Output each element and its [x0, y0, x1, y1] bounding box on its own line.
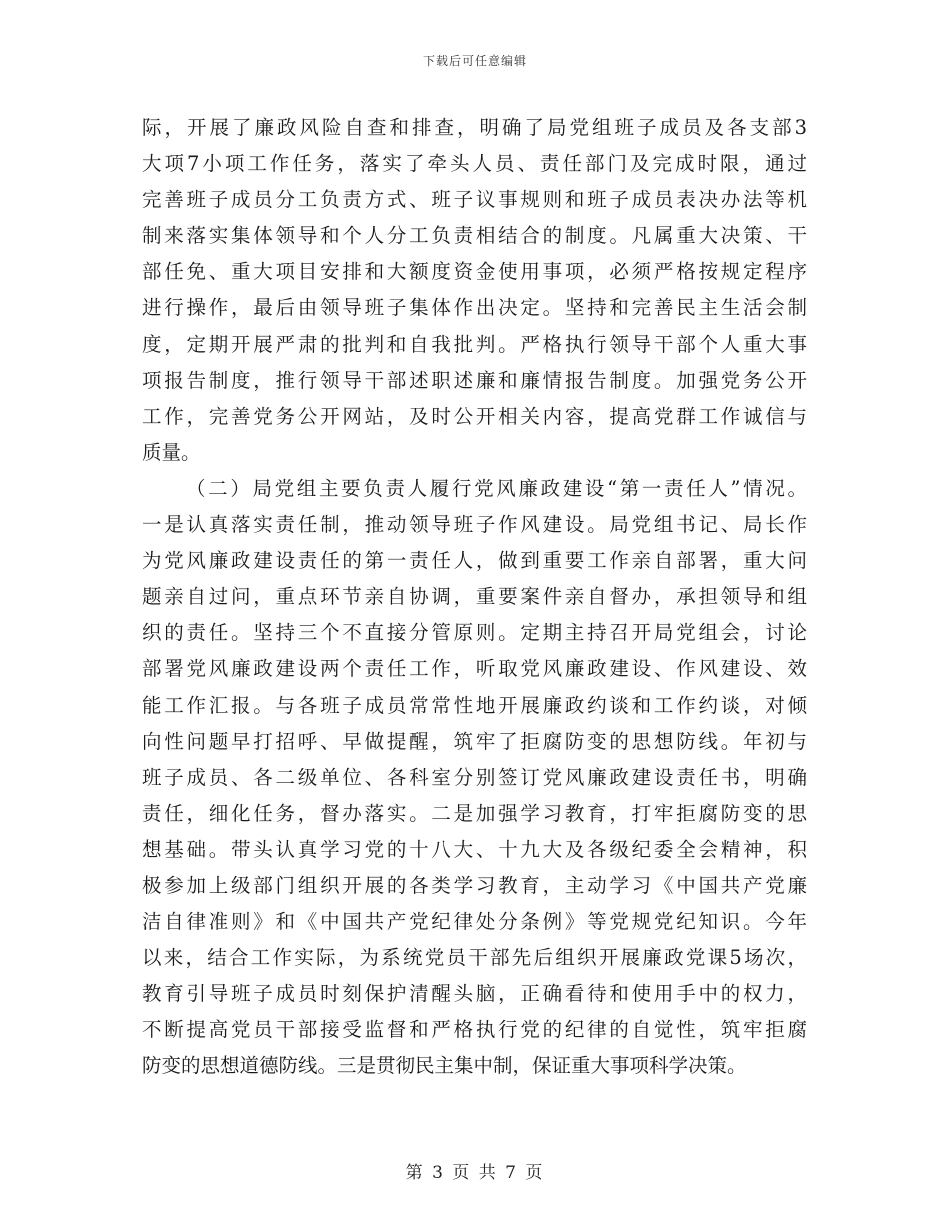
text-line: 教育引导班子成员时刻保护清醒头脑，正确看待和使用手中的权力， [142, 982, 807, 1006]
paragraph [142, 110, 807, 471]
text-line: 洁自律准则》和《中国共产党纪律处分条例》等党规党纪知识。今年 [142, 910, 807, 934]
text-line: 向性问题早打招呼、早做提醒，筑牢了拒腐防变的思想防线。年初与 [142, 729, 807, 753]
text-line: 班子成员、各二级单位、各科室分别签订党风廉政建设责任书，明确 [142, 765, 807, 789]
paragraph [142, 471, 807, 1085]
text-line: 为党风廉政建设责任的第一责任人，做到重要工作亲自部署，重大问 [142, 549, 807, 573]
text-line: 责任，细化任务，督办落实。二是加强学习教育，打牢拒腐防变的思 [142, 801, 807, 825]
text-line: 防变的思想道德防线。三是贯彻民主集中制，保证重大事项科学决策。 [142, 1054, 747, 1078]
page-footer: 第 3 页 共 7 页 [405, 1163, 545, 1183]
text-line: 能工作汇报。与各班子成员常常性地开展廉政约谈和工作约谈，对倾 [142, 693, 807, 717]
page-header: 下载后可任意编辑 [422, 54, 527, 68]
text-line: 以来，结合工作实际，为系统党员干部先后组织开展廉政党课5场次， [142, 946, 807, 970]
text-line: 际，开展了廉政风险自查和排查，明确了局党组班子成员及各支部3 [142, 116, 807, 139]
text-line: 极参加上级部门组织开展的各类学习教育，主动学习《中国共产党廉 [142, 873, 807, 897]
text-line: 工作，完善党务公开网站，及时公开相关内容，提高党群工作诚信与 [142, 404, 807, 428]
text-line: 部署党风廉政建设两个责任工作，听取党风廉政建设、作风建设、效 [142, 657, 807, 681]
text-line: 题亲自过问，重点环节亲自协调，重要案件亲自督办，承担领导和组 [142, 585, 807, 609]
text-line: 想基础。带头认真学习党的十八大、十九大及各级纪委全会精神，积 [142, 837, 807, 861]
paragraph-container [142, 110, 807, 1085]
document-body [142, 110, 807, 1085]
text-line: 大项7小项工作任务，落实了牵头人员、责任部门及完成时限，通过 [142, 152, 807, 176]
text-line: 一是认真落实责任制，推动领导班子作风建设。局党组书记、局长作 [142, 513, 807, 537]
text-line: 项报告制度，推行领导干部述职述廉和廉情报告制度。加强党务公开 [142, 368, 807, 392]
text-line: 质量。 [142, 440, 201, 464]
text-line: 进行操作，最后由领导班子集体作出决定。坚持和完善民主生活会制 [142, 296, 807, 320]
text-line: 织的责任。坚持三个不直接分管原则。定期主持召开局党组会，讨论 [142, 621, 807, 645]
text-line: 不断提高党员干部接受监督和严格执行党的纪律的自觉性，筑牢拒腐 [142, 1018, 807, 1042]
text-line: 制来落实集体领导和个人分工负责相结合的制度。凡属重大决策、干 [142, 224, 807, 248]
text-line: 部任免、重大项目安排和大额度资金使用事项，必须严格按规定程序 [142, 260, 807, 284]
text-line: 度，定期开展严肃的批判和自我批判。严格执行领导干部个人重大事 [142, 332, 807, 356]
text-line: 完善班子成员分工负责方式、班子议事规则和班子成员表决办法等机 [142, 188, 807, 212]
text-line: （二）局党组主要负责人履行党风廉政建设“第一责任人”情况。 [186, 476, 807, 500]
